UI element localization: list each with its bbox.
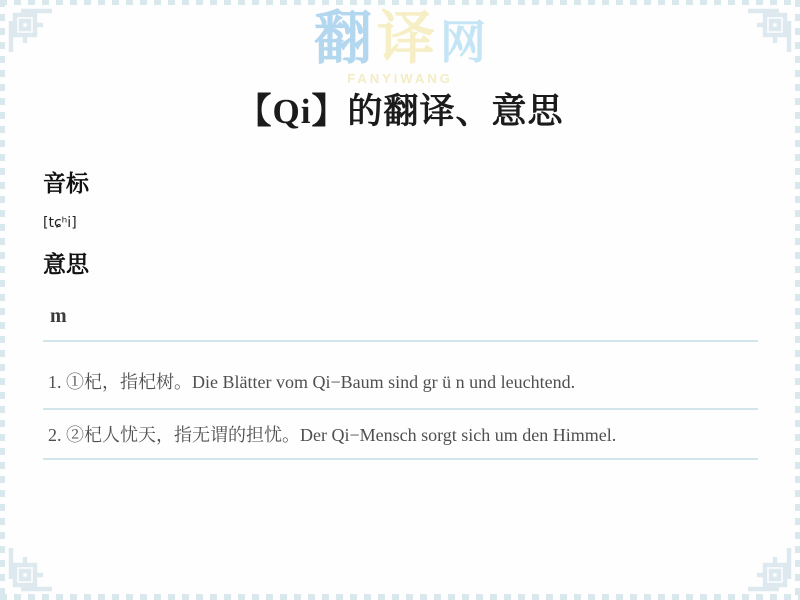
definition-item-2: [43, 410, 758, 460]
phonetic-value: [tɕʰi]: [43, 214, 77, 231]
logo-char-wang: 网: [440, 16, 487, 68]
page-border-bottom: [0, 594, 800, 600]
site-logo-romanization: FANYIWANG: [347, 71, 453, 86]
phonetic-heading: 音标: [43, 171, 89, 196]
page-title: 【Qi】的翻译、意思: [236, 92, 564, 131]
chinese-knot-icon: [747, 547, 797, 597]
chinese-knot-icon: [3, 547, 53, 597]
meaning-heading: 意思: [43, 251, 89, 277]
logo-char-fan: 翻: [313, 6, 372, 71]
corner-ornament-top-right: [747, 3, 797, 53]
site-logo-characters: [0, 6, 800, 71]
chinese-knot-icon: [747, 3, 797, 53]
definition-text: 2. ②杞人忧天，指无谓的担忧。Der Qi−Mensch sorgt sich um den Himmel.: [48, 425, 617, 446]
definition-text: 1. ①杞，指杞树。Die Blätter vom Qi−Baum sind gr ü n und leuchtend.: [48, 372, 576, 393]
page-border-top: [0, 0, 800, 5]
corner-ornament-bottom-right: [747, 547, 797, 597]
chinese-knot-icon: [3, 3, 53, 53]
corner-ornament-bottom-left: [3, 547, 53, 597]
entry-content: [43, 170, 758, 460]
definition-item-1: [43, 342, 758, 410]
site-logo-watermark: [0, 6, 800, 86]
gender-label: m: [50, 305, 67, 328]
corner-ornament-top-left: [3, 3, 53, 53]
logo-char-yi: 译: [377, 6, 436, 71]
